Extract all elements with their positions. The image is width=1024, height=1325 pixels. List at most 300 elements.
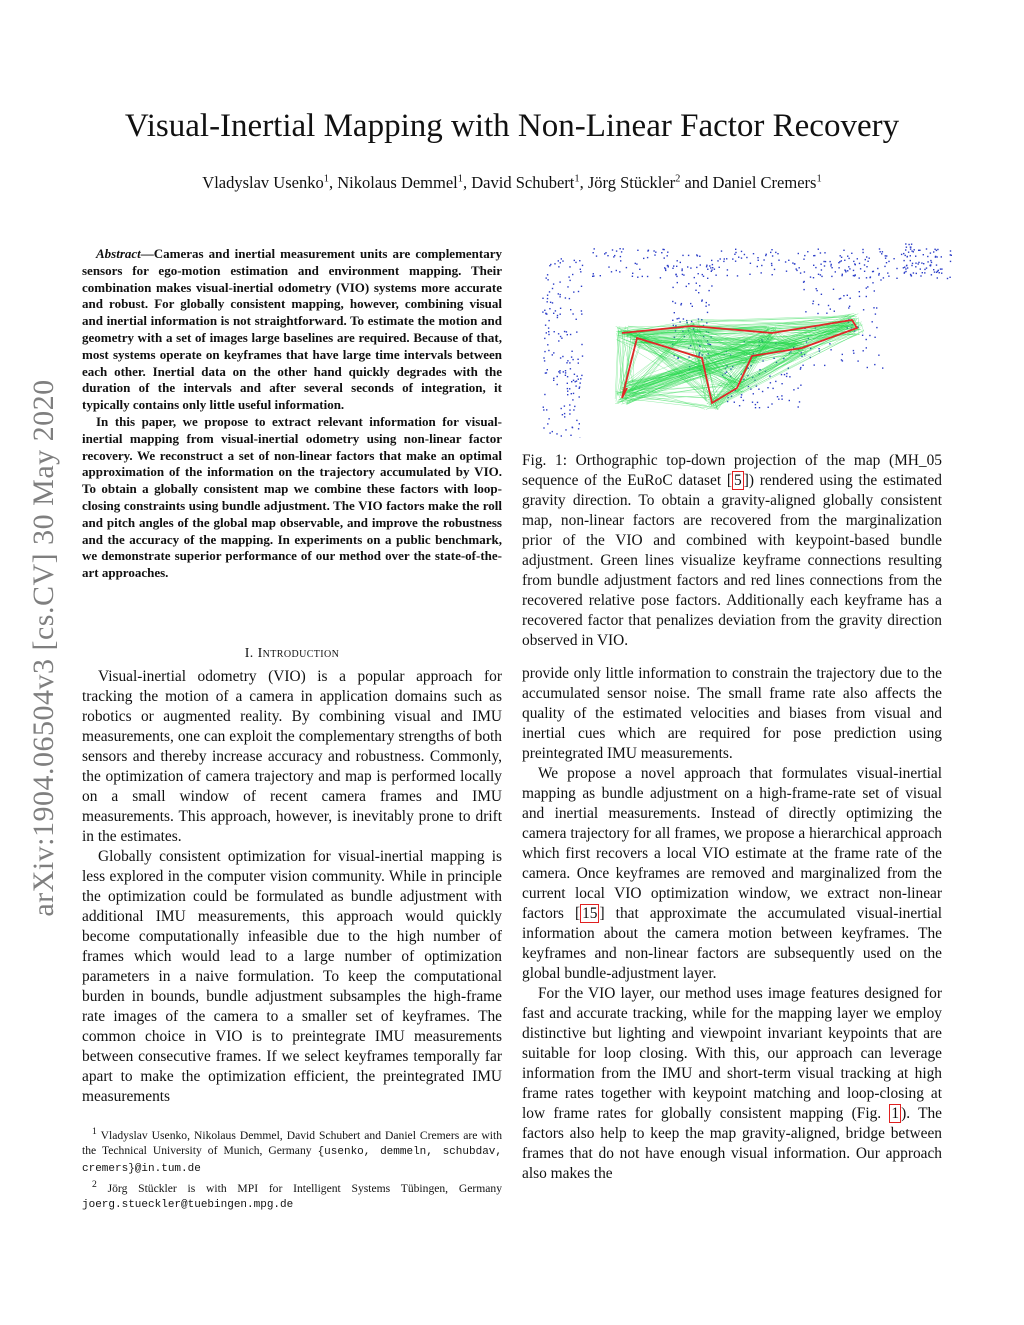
map-point xyxy=(648,250,649,251)
map-point xyxy=(680,262,681,263)
map-point xyxy=(839,298,840,299)
section-heading: I. Introduction xyxy=(244,646,340,661)
map-point xyxy=(817,313,818,314)
map-point xyxy=(582,265,583,266)
map-point xyxy=(799,267,800,268)
map-point xyxy=(755,407,756,408)
map-point xyxy=(582,355,583,356)
map-point xyxy=(854,263,855,264)
map-point xyxy=(620,260,621,261)
map-point xyxy=(564,331,565,332)
paragraph: Globally consistent optimization for visual-inertial mapping is less explored in the computer vision community. While in principle the optimization could be formulated as bundle adjustment with additional IMU measurements, this approach would quickly become computationally infeasible due to the high number of frames which would lead to a large number of optimization parameters in a naive formulation. To keep the computational burden in bounds, bundle adjustment subsamples the high-frame rate images of the camera to a smaller set of keyframes. The common choice in VIO is to preintegrate IMU measurements between consecutive frames. If we select keyframes temporally far apart to make the optimization efficient, the preintegrated IMU measurements xyxy=(82,848,502,1105)
map-point xyxy=(564,413,565,414)
map-point xyxy=(775,381,776,382)
map-point xyxy=(667,255,668,256)
map-point xyxy=(926,248,927,249)
map-point xyxy=(828,305,829,306)
map-point xyxy=(853,353,854,354)
map-point xyxy=(753,253,754,254)
map-point xyxy=(576,380,577,381)
map-point xyxy=(862,335,863,336)
abstract-paragraph: Abstract—Cameras and inertial measurement units are complementary sensors for ego-motion estimation and environment mapping. Their combination makes visual-inertial odometry (VIO) systems more accurate and robust. For globally consistent mapping, however, combining visual and inertial information is not straightforward. To estimate the motion and geometry with a set of images large baselines are required. Because of that, most systems operate on keyframes that have large time intervals between each other. Inertial data on the other hand quickly degrades with the duration of the intervals and after several seconds of integration, it typically contains only little useful information. xyxy=(82,246,502,413)
map-point xyxy=(874,337,875,338)
map-point xyxy=(576,319,577,320)
map-point xyxy=(574,406,575,407)
map-point xyxy=(866,287,867,288)
map-point xyxy=(857,360,858,361)
map-point xyxy=(796,268,797,269)
map-point xyxy=(744,254,745,255)
map-point xyxy=(567,391,568,392)
citation-link[interactable]: 15 xyxy=(582,905,598,922)
map-point xyxy=(579,386,580,387)
map-point xyxy=(950,261,951,262)
map-point xyxy=(798,253,799,254)
map-point xyxy=(823,261,824,262)
map-point xyxy=(695,290,696,291)
map-point xyxy=(569,280,570,281)
map-point xyxy=(643,258,644,259)
map-point xyxy=(803,259,804,260)
map-point xyxy=(569,413,570,414)
map-point xyxy=(553,380,554,381)
map-point xyxy=(887,272,888,273)
map-point xyxy=(567,383,568,384)
map-point xyxy=(608,266,609,267)
map-point xyxy=(905,268,906,269)
map-point xyxy=(831,276,832,277)
map-point xyxy=(707,278,708,279)
map-point xyxy=(937,249,938,250)
map-point xyxy=(859,291,860,292)
map-point xyxy=(616,250,617,251)
map-point xyxy=(786,376,787,377)
map-point xyxy=(698,292,699,293)
map-point xyxy=(557,376,558,377)
map-point xyxy=(632,273,633,274)
map-point xyxy=(616,270,617,271)
author-name: Daniel Cremers xyxy=(712,173,817,192)
map-point xyxy=(883,277,884,278)
map-point xyxy=(577,359,578,360)
map-point xyxy=(847,256,848,257)
map-point xyxy=(544,394,545,395)
map-point xyxy=(567,388,568,389)
map-point xyxy=(880,251,881,252)
map-point xyxy=(706,302,707,303)
map-point xyxy=(548,418,549,419)
footnote: $^2$ Jörg Stückler is with MPI for Intelligent Systems Tübingen, Germany joerg.stueckler@tuebingen.mpg.de xyxy=(82,1178,502,1211)
map-point xyxy=(674,312,675,313)
map-point xyxy=(781,383,782,384)
map-point xyxy=(866,347,867,348)
map-point xyxy=(694,277,695,278)
map-point xyxy=(564,405,565,406)
map-point xyxy=(571,351,572,352)
map-point xyxy=(544,351,545,352)
map-point xyxy=(575,262,576,263)
map-point xyxy=(563,371,564,372)
map-point xyxy=(934,249,935,250)
map-point xyxy=(675,274,676,275)
map-point xyxy=(879,273,880,274)
map-point xyxy=(911,250,912,251)
map-point xyxy=(571,356,572,357)
map-point xyxy=(612,249,613,250)
map-point xyxy=(690,267,691,268)
arxiv-identifier-text: arXiv:1904.06504v3 [cs.CV] 30 May 2020 xyxy=(27,379,60,917)
map-point xyxy=(814,255,815,256)
map-point xyxy=(757,402,758,403)
map-point xyxy=(820,274,821,275)
map-point xyxy=(566,331,567,332)
map-point xyxy=(569,266,570,267)
map-point xyxy=(581,310,582,311)
map-point xyxy=(678,318,679,319)
map-point xyxy=(550,302,551,303)
map-point xyxy=(712,267,713,268)
map-point xyxy=(696,283,697,284)
map-point xyxy=(903,253,904,254)
map-point xyxy=(933,269,934,270)
map-point xyxy=(788,260,789,261)
map-point xyxy=(869,258,870,259)
map-point xyxy=(705,306,706,307)
map-point xyxy=(885,258,886,259)
map-point xyxy=(681,270,682,271)
map-point xyxy=(935,256,936,257)
map-point xyxy=(903,260,904,261)
map-point xyxy=(841,275,842,276)
paragraph: We propose a novel approach that formulates visual-inertial mapping as bundle adjustment on a high-frame-rate set of visual and inertial measurements. Instead of directly optimizing the camera trajectory for all frames, we propose a hierarchical approach which first recovers a local VIO estimate at the frame rate of the camera. Once keyframes are removed and marginalized from the current local VIO optimization window, we extract non-linear factors [ 15 ] that approximate the accumulated visual-inertial information about the camera motion between keyframes. The keyframes and non-linear factors are subsequently used on the global bundle-adjustment layer. xyxy=(522,765,942,982)
map-point xyxy=(843,295,844,296)
map-point xyxy=(772,274,773,275)
map-point xyxy=(866,296,867,297)
map-point xyxy=(580,271,581,272)
caption-label: Fig. 1: xyxy=(522,452,567,469)
map-point xyxy=(699,352,700,353)
map-point xyxy=(703,276,704,277)
map-point xyxy=(676,276,677,277)
map-point xyxy=(818,274,819,275)
map-point xyxy=(940,268,941,269)
map-point xyxy=(824,265,825,266)
map-point xyxy=(578,291,579,292)
map-point xyxy=(866,277,867,278)
map-point xyxy=(553,283,554,284)
right-column-text xyxy=(522,664,942,1184)
map-point xyxy=(829,261,830,262)
map-point xyxy=(920,268,921,269)
map-point xyxy=(842,354,843,355)
map-point xyxy=(561,258,562,259)
map-point xyxy=(559,296,560,297)
map-point xyxy=(547,344,548,345)
map-point xyxy=(841,359,842,360)
map-point xyxy=(835,271,836,272)
map-point xyxy=(927,261,928,262)
map-point xyxy=(923,263,924,264)
map-point xyxy=(626,267,627,268)
map-point xyxy=(565,297,566,298)
map-point xyxy=(566,362,567,363)
map-point xyxy=(910,274,911,275)
map-point xyxy=(569,404,570,405)
map-point xyxy=(804,255,805,256)
map-point xyxy=(561,435,562,436)
citation-link[interactable]: 5 xyxy=(734,472,742,489)
map-point xyxy=(707,269,708,270)
map-point xyxy=(553,313,554,314)
map-point xyxy=(653,250,654,251)
footnote: $^1$ Vladyslav Usenko, Nikolaus Demmel, David Schubert and Daniel Cremers are with the Technical University of Munich, Germany {usenko, demmeln, schubdav, cremers}@in.tum.de xyxy=(82,1126,502,1175)
map-point xyxy=(547,295,548,296)
map-point xyxy=(869,335,870,336)
map-point xyxy=(921,262,922,263)
map-point xyxy=(581,313,582,314)
map-point xyxy=(816,290,817,291)
map-point xyxy=(682,268,683,269)
map-point xyxy=(911,275,912,276)
map-point xyxy=(557,317,558,318)
map-point xyxy=(549,308,550,309)
map-point xyxy=(906,265,907,266)
figure-link[interactable]: 1 xyxy=(891,1105,900,1122)
map-point xyxy=(547,369,548,370)
map-point xyxy=(915,256,916,257)
map-point xyxy=(853,350,854,351)
map-point xyxy=(741,251,742,252)
map-point xyxy=(557,315,558,316)
map-point xyxy=(635,263,636,264)
map-point xyxy=(930,252,931,253)
map-point xyxy=(854,275,855,276)
map-point xyxy=(862,249,863,250)
map-point xyxy=(919,250,920,251)
map-point xyxy=(558,293,559,294)
map-point xyxy=(936,250,937,251)
bundle-adjustment-link xyxy=(620,332,621,389)
map-point xyxy=(912,263,913,264)
map-point xyxy=(830,349,831,350)
map-point xyxy=(632,276,633,277)
map-point xyxy=(544,360,545,361)
map-point xyxy=(796,270,797,271)
map-point xyxy=(941,273,942,274)
map-point xyxy=(893,258,894,259)
map-point xyxy=(848,258,849,259)
map-point xyxy=(543,357,544,358)
map-point xyxy=(830,308,831,309)
map-point xyxy=(916,273,917,274)
map-point xyxy=(849,268,850,269)
map-point xyxy=(802,365,803,366)
map-point xyxy=(847,270,848,271)
map-point xyxy=(857,258,858,259)
map-point xyxy=(576,331,577,332)
map-point xyxy=(557,384,558,385)
map-point xyxy=(677,260,678,261)
map-point xyxy=(771,263,772,264)
map-point xyxy=(667,265,668,266)
map-point xyxy=(922,272,923,273)
map-point xyxy=(851,253,852,254)
map-point xyxy=(543,407,544,408)
map-point xyxy=(866,266,867,267)
map-point xyxy=(842,274,843,275)
map-point xyxy=(774,269,775,270)
map-point xyxy=(727,275,728,276)
map-point xyxy=(777,396,778,397)
map-point xyxy=(543,427,544,428)
map-point xyxy=(841,260,842,261)
map-point xyxy=(712,264,713,265)
map-point xyxy=(580,382,581,383)
map-point xyxy=(676,266,677,267)
map-point xyxy=(753,393,754,394)
map-point xyxy=(737,275,738,276)
map-point xyxy=(560,357,561,358)
map-point xyxy=(903,267,904,268)
map-point xyxy=(735,249,736,250)
map-point xyxy=(876,327,877,328)
map-point xyxy=(677,318,678,319)
map-point xyxy=(578,379,579,380)
map-point xyxy=(873,271,874,272)
map-point xyxy=(714,269,715,270)
map-point xyxy=(596,255,597,256)
map-point xyxy=(863,309,864,310)
map-point xyxy=(849,306,850,307)
map-point xyxy=(672,320,673,321)
map-point xyxy=(711,260,712,261)
map-point xyxy=(549,432,550,433)
map-point xyxy=(732,258,733,259)
map-point xyxy=(639,269,640,270)
map-point xyxy=(721,250,722,251)
map-point xyxy=(546,277,547,278)
bundle-adjustment-link xyxy=(693,323,706,399)
map-point xyxy=(542,298,543,299)
map-point xyxy=(818,348,819,349)
map-point xyxy=(556,433,557,434)
map-point xyxy=(619,271,620,272)
map-point xyxy=(918,262,919,263)
map-point xyxy=(593,275,594,276)
map-point xyxy=(680,304,681,305)
map-point xyxy=(578,428,579,429)
map-point xyxy=(727,269,728,270)
map-point xyxy=(567,360,568,361)
map-point xyxy=(831,264,832,265)
map-point xyxy=(686,286,687,287)
map-point xyxy=(843,250,844,251)
map-point xyxy=(691,321,692,322)
map-point xyxy=(778,260,779,261)
map-point xyxy=(561,338,562,339)
map-point xyxy=(888,261,889,262)
map-point xyxy=(565,370,566,371)
map-point xyxy=(683,274,684,275)
map-point xyxy=(918,263,919,264)
map-point xyxy=(866,256,867,257)
map-point xyxy=(558,333,559,334)
map-point xyxy=(544,338,545,339)
map-point xyxy=(884,266,885,267)
map-point xyxy=(660,277,661,278)
map-point xyxy=(692,306,693,307)
map-point xyxy=(667,252,668,253)
map-point xyxy=(831,267,832,268)
map-point xyxy=(702,299,703,300)
map-point xyxy=(872,282,873,283)
map-point xyxy=(706,265,707,266)
map-point xyxy=(839,261,840,262)
map-point xyxy=(805,311,806,312)
figure-map-projection xyxy=(522,238,952,438)
map-point xyxy=(771,265,772,266)
map-point xyxy=(818,249,819,250)
map-point xyxy=(642,276,643,277)
map-point xyxy=(859,296,860,297)
map-point xyxy=(927,256,928,257)
map-point xyxy=(784,374,785,375)
map-point xyxy=(936,264,937,265)
map-point xyxy=(821,276,822,277)
map-point xyxy=(771,249,772,250)
map-point xyxy=(688,283,689,284)
map-point xyxy=(770,382,771,383)
map-point xyxy=(594,248,595,249)
map-point xyxy=(570,334,571,335)
map-point xyxy=(766,254,767,255)
map-point xyxy=(815,267,816,268)
map-point xyxy=(620,256,621,257)
map-point xyxy=(755,404,756,405)
map-point xyxy=(723,261,724,262)
map-point xyxy=(800,385,801,386)
map-point xyxy=(804,271,805,272)
map-point xyxy=(593,273,594,274)
map-point xyxy=(553,352,554,353)
map-point xyxy=(864,264,865,265)
map-point xyxy=(688,255,689,256)
map-point xyxy=(547,298,548,299)
map-point xyxy=(816,288,817,289)
map-point xyxy=(867,261,868,262)
map-point xyxy=(930,264,931,265)
map-point xyxy=(853,270,854,271)
map-point xyxy=(758,260,759,261)
figure-caption: Fig. 1: Orthographic top-down projection of the map (MH_05 sequence of the EuRoC dataset [ 5 ]) rendered using the estimated gravity direction. To obtain a gravity-aligned globally consistent map, non-linear factors are recovered from the marginalization prior of the VIO and combined with keypoint-based bundle adjustment. Green lines visualize keyframe connections resulting from bundle adjustment factors and red lines connections from the recovered relative pose factors. Additionally each keyframe has a recovered factor that penalizes deviation from the gravity direction observed in VIO. xyxy=(522,452,942,649)
map-point xyxy=(781,374,782,375)
map-point xyxy=(573,409,574,410)
map-point xyxy=(741,257,742,258)
map-point xyxy=(775,252,776,253)
map-point xyxy=(547,301,548,302)
map-point xyxy=(717,260,718,261)
map-point xyxy=(907,256,908,257)
map-point xyxy=(950,254,951,255)
map-point xyxy=(687,266,688,267)
map-point xyxy=(558,266,559,267)
map-point xyxy=(915,263,916,264)
map-point xyxy=(906,247,907,248)
map-point xyxy=(545,313,546,314)
footnotes xyxy=(82,1124,502,1213)
map-point xyxy=(763,259,764,260)
map-point xyxy=(882,367,883,368)
